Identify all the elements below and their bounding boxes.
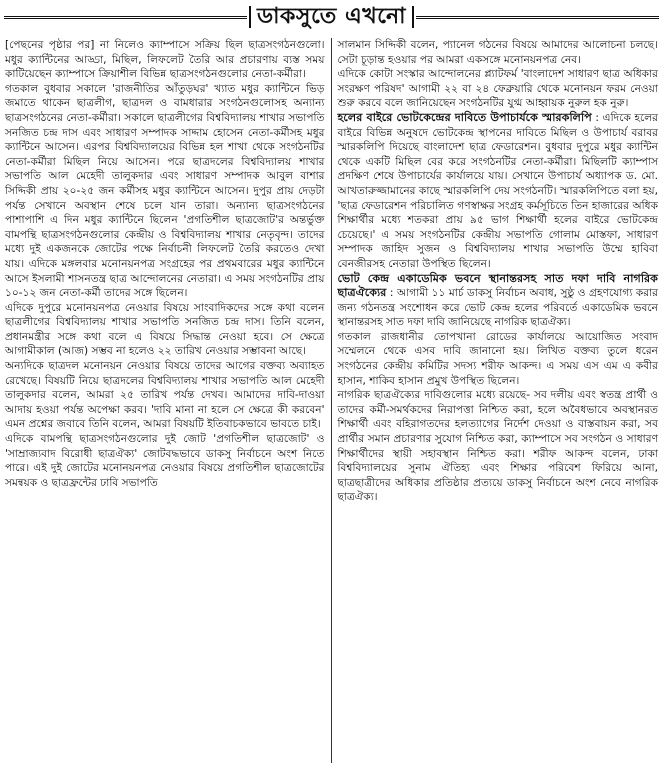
subsection-text: : এদিকে হলের বাইরে বিভিন্ন অনুষদে ভোটকেন্দ্র স্থাপনের দাবিতে মিছিল ও উপাচার্য বরাবর স্মারকলিপি দিয়েছে বাংলাদেশ ছাত্র ফেডারেশন। বুধবার দুপুরে মধুর ক্যান্টিন থেকে একটি মিছিল বের করে সংগঠনটির নেতা-কর্মীরা। মিছিলটি ক্যাম্পাস প্রদক্ষিণ শেষে উপাচার্যের কার্যালয়ে যায়। সেখানে উপাচার্য অধ্যাপক ড. মো. আখতারুজ্জামানের কাছে স্মারকলিপি দেয় সংগঠনটি। স্মারকলিপিতে বলা হয়, 'ছাত্র ফেডারেশন পরিচালিত গণস্বাক্ষর সংগ্রহ কর্মসূচিতে তিন হাজারের অধিক শিক্ষার্থীর মধ্যে শতকরা প্রায় ৯৫ ভাগ শিক্ষার্থী হলের বাইরে ভোটকেন্দ্র চেয়েছে।' এ সময় সংগঠনটির কেন্দ্রীয় সভাপতি গোলাম মোস্তফা, সাধারণ সম্পাদক জাহিদ সুজন ও বিশ্ববিদ্যালয় শাখার সভাপতি উম্মে হাবিবা বেনজীরসহ নেতারা উপস্থিত ছিলেন। bbox=[337, 111, 659, 270]
subsection-paragraph bbox=[338, 111, 659, 272]
right-column bbox=[332, 38, 661, 763]
article-paragraph: এদিকে দুপুরে মনোনয়নপত্র নেওয়ার বিষয়ে সাংবাদিকদের সঙ্গে কথা বলেন ছাত্রলীগের বিশ্ববিদ্যালয় শাখার সভাপতি সনজিত চন্দ্র দাস। তিনি বলেন, প্রধানমন্ত্রীর সঙ্গে কথা বলে এ বিষয়ে সিদ্ধান্ত নেওয়া হবে। সে ক্ষেত্রে আগামীকাল (আজ) সম্ভব না হলেও ২২ তারিখ নেওয়ার সম্ভাবনা আছে। bbox=[5, 301, 325, 358]
article-paragraph: এদিকে কোটা সংস্কার আন্দোলনের প্ল্যাটফর্ম 'বাংলাদেশ সাধারণ ছাত্র অধিকার সংরক্ষণ পরিষদ' আগামী ২২ বা ২৪ ফেব্রুয়ারি থেকে মনোনয়ন ফরম নেওয়া শুরু করবে বলে জানিয়েছেন সংগঠনটির যুগ্ম আহ্বায়ক নুরুল হক নুরু। bbox=[337, 68, 658, 110]
left-column bbox=[3, 38, 332, 763]
subsection-heading: ভোট কেন্দ্র একাডেমিক ভবনে স্থানান্তরসহ সাত দফা দাবি নাগরিক ছাত্রঐক্যের bbox=[337, 271, 658, 300]
article-paragraph: অন্যদিকে ছাত্রদল মনোনয়ন নেওয়ার বিষয়ে তাদের আগের বক্তব্য অব্যাহত রেখেছে। বিষয়টি নিয়ে ছাত্রদলের বিশ্ববিদ্যালয় শাখার সভাপতি আল মেহেদী তালুকদার বলেন, আমরা ২৫ তারিখ পর্যন্ত দেখব। আমাদের দাবি-দাওয়া আদায় হওয়া পর্যন্ত অপেক্ষা করব। 'দাবি মানা না হলে সে ক্ষেত্রে কী করবেন' এমন প্রশ্নের জবাবে তিনি বলেন, আমরা বিষয়টি ইতিবাচকভাবে ভাবতে চাই। bbox=[5, 360, 325, 431]
subsection-heading: হলের বাইরে ভোটকেন্দ্রের দাবিতে উপাচার্যকে স্মারকলিপি bbox=[337, 110, 592, 124]
subsection-text: : আগামী ১১ মার্চ ডাকসু নির্বাচন অবাধ, সুষ্ঠু ও গ্রহণযোগ্য করার জন্য গঠনতন্ত্র সংশোধন করে ভোট কেন্দ্র হলের পরিবর্তে একাডেমিক ভবনে স্থানান্তরসহ সাত দফা দাবি জানিয়েছে নাগরিক ছাত্রঐক্য। bbox=[337, 287, 658, 329]
section-header bbox=[0, 0, 663, 34]
article-paragraph: এদিকে বামপন্থি ছাত্রসংগঠনগুলোর দুই জোট 'প্রগতিশীল ছাত্রজোট' ও 'সাম্রাজ্যবাদ বিরোধী ছাত্রঐক্য' জোটবদ্ধভাবে ডাকসু নির্বাচনে অংশ নিতে পারে। এই দুই জোটের মনোনয়নপত্র নেওয়ার বিষয়ে প্রগতিশীল ছাত্রজোটের সমন্বয়ক ও ছাত্রফ্রন্টের ঢাবি সভাপতি bbox=[5, 433, 325, 489]
article-paragraph: নাগরিক ছাত্রঐক্যের দাবিগুলোর মধ্যে রয়েছে- সব দলীয় এবং স্বতন্ত্র প্রার্থী ও তাদের কর্মী-সমর্থকদের নিরাপত্তা নিশ্চিত করা, হলে অবৈধভাবে অবস্থানরত শিক্ষার্থী এবং বহিরাগতদের হলত্যাগের নির্দেশ দেওয়া ও বাস্তবায়ন করা, সব প্রার্থীর সমান প্রচারণার সুযোগ নিশ্চিত করা, ক্যাম্পাসে সব সংগঠন ও সাধারণ শিক্ষার্থীদের স্থায়ী সহাবস্থান নিশ্চিত করা। শরীফ আকন্দ বলেন, ঢাকা বিশ্ববিদ্যালয়ের সুনাম ঐতিহ্য এবং শিক্ষার পরিবেশ ফিরিয়ে আনা, ছাত্রছাত্রীদের অধিকার প্রতিষ্ঠার প্রত্যয়ে ডাকসু নির্বাচনে অংশ নেবে নাগরিক ছাত্রঐক্য। bbox=[337, 389, 658, 504]
article-columns bbox=[3, 38, 660, 763]
subsection-paragraph bbox=[338, 272, 659, 330]
article-paragraph: গতকাল রাজধানীর তোপখানা রোডের কার্যালয়ে আয়োজিত সংবাদ সম্মেলনে থেকে এসব দাবি জানানো হয়। লিখিত বক্তব্য তুলে ধরেন সংগঠনের কেন্দ্রীয় কমিটির সদস্য শরীফ আকন্দ। এ সময় এস এম এ কবীর হাসান, শাকিব হাসান প্রমুখ উপস্থিত ছিলেন। bbox=[337, 330, 658, 387]
page-title: ডাকসুতে এখনো bbox=[247, 2, 416, 32]
article-paragraph: [পেছনের পৃষ্ঠার পর] না নিলেও ক্যাম্পাসে সক্রিয় ছিল ছাত্রসংগঠনগুলো। মধুর ক্যান্টিনের আড্ডা, মিছিল, লিফলেট তৈরি আর প্রচারণায় ব্যস্ত সময় কাটিয়েছেন ক্যাম্পাসে ক্রিয়াশীল বিভিন্ন ছাত্রসংগঠনগুলোর নেতা-কর্মীরা। bbox=[5, 39, 325, 81]
article-paragraph: সালমান সিদ্দিকী বলেন, প্যানেল গঠনের বিষয়ে আমাদের আলোচনা চলছে। সেটা চূড়ান্ত হওয়ার পর আমরা একসঙ্গে মনোনয়নপত্র নেব। bbox=[337, 39, 658, 66]
article-paragraph: গতকাল বুধবার সকালে 'রাজনীতির আঁতুড়ঘর' খ্যাত মধুর ক্যান্টিনে ভিড় জমাতে থাকেন ছাত্রলীগ, ছাত্রদল ও বামধারার সংগঠনগুলোসহ অন্যান্য ছাত্রসংগঠনের নেতা-কর্মীরা। সকালে ছাত্রলীগের বিশ্ববিদ্যালয় শাখার সভাপতি সনজিত চন্দ্র দাস এবং সাধারণ সম্পাদক সাদ্দাম হোসেন নেতা-কর্মীসহ মধুর ক্যান্টিনে আসেন। এরপর বিশ্ববিদ্যালয়ের বিভিন্ন হল শাখা থেকে সংগঠনটির নেতা-কর্মীরা মিছিল নিয়ে আসেন। পরে ছাত্রদলের বিশ্ববিদ্যালয় শাখার সভাপতি আল মেহেদী তালুকদার এবং সাধারণ সম্পাদক আবুল বাশার সিদ্দিকী প্রায় ২০-২৫ জন কর্মীসহ মধুর ক্যান্টিনে আসেন। দুপুর প্রায় দেড়টা পর্যন্ত সেখানে অবস্থান শেষে চলে যান তারা। অন্যান্য ছাত্রসংগঠনের পাশাপাশি এ দিন মধুর ক্যান্টিনে ছিলেন 'প্রগতিশীল ছাত্রজোট'র অন্তর্ভুক্ত বামপন্থি ছাত্রসংগঠনগুলোর কেন্দ্রীয় ও বিশ্ববিদ্যালয় শাখার নেতৃবৃন্দ। তাদের মধ্যে দুই একজনকে জোটের পক্ষে নির্বাচনী লিফলেট তৈরি করতেও দেখা যায়। এদিকে মঙ্গলবার মনোনয়নপত্র সংগ্রহের পর প্রথমবারের মধুর ক্যান্টিনে আসে ইসলামী শাসনতন্ত্র ছাত্র আন্দোলনের নেতারা। এ সময় সংগঠনটির প্রায় ১০-১২ জন নেতা-কর্মী তাদের সঙ্গে ছিলেন। bbox=[5, 82, 325, 300]
